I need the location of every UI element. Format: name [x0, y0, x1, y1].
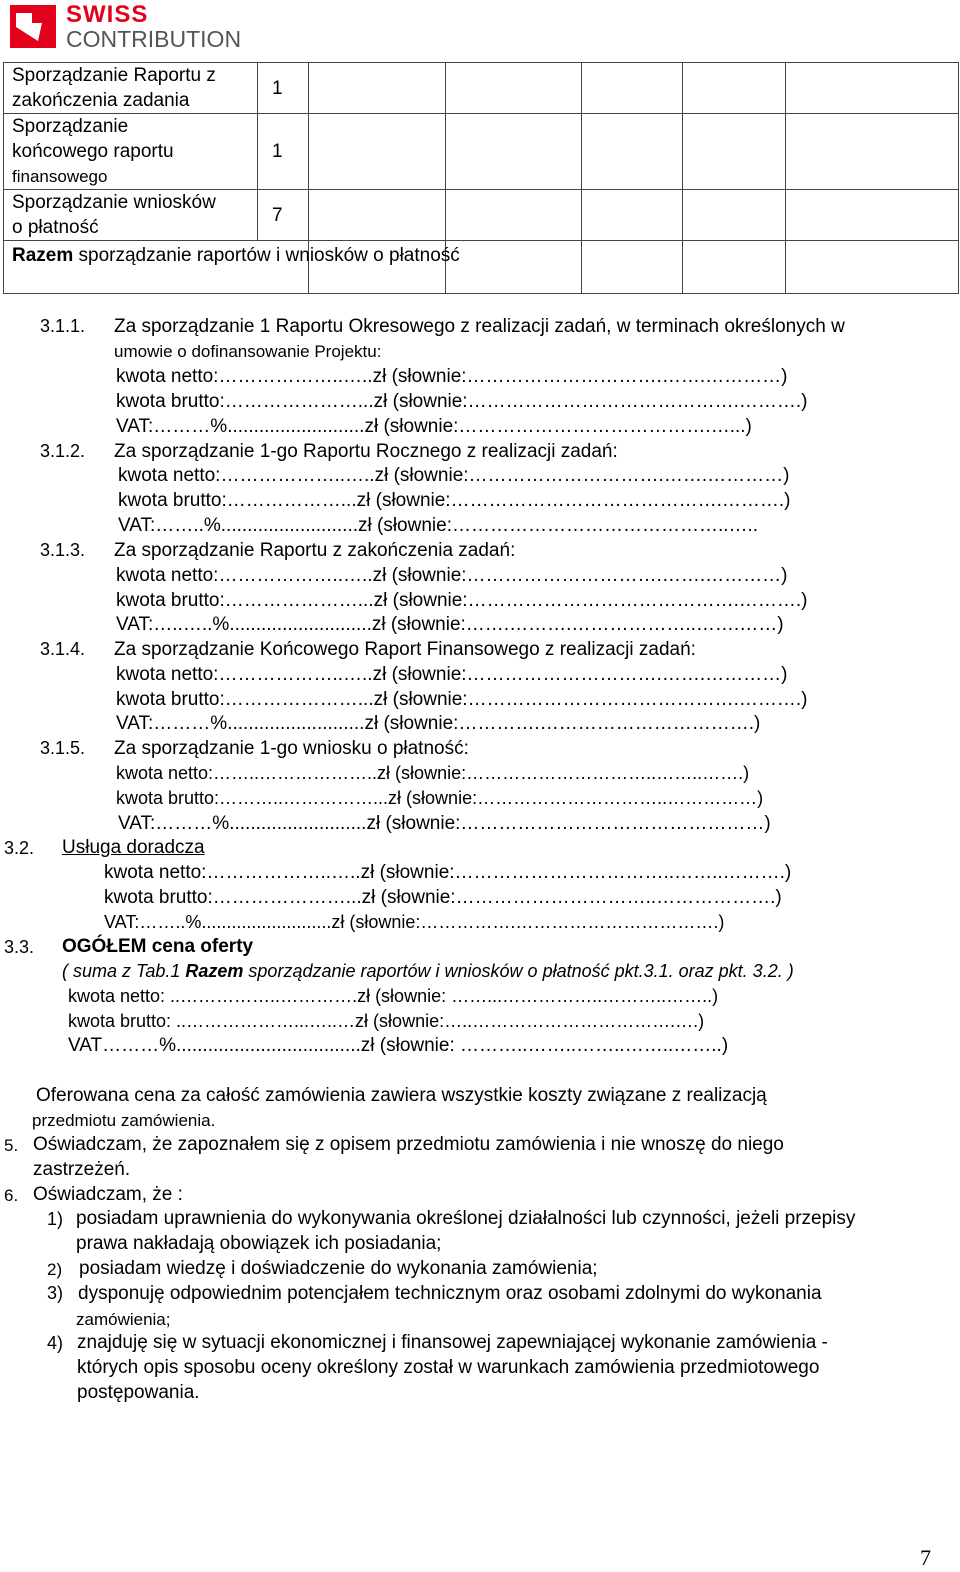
paragraph-number: 6. — [4, 1186, 19, 1205]
list-item-number: 2) — [47, 1260, 63, 1279]
amount-brutto: kwota brutto:…………………...zł (słownie:…………………………..……………….) — [104, 887, 782, 908]
table-cell-qty: 1 — [258, 63, 309, 114]
section-number: 3.1.3. — [40, 540, 86, 560]
table-cell — [309, 190, 446, 241]
section-title: Za sporządzanie 1 Raportu Okresowego z realizacji zadań, w terminach określonych w — [114, 316, 845, 337]
amount-netto: kwota netto:……..………………..zł (słownie:…………………………..……..…….) — [116, 763, 750, 783]
list-item-text: posiadam uprawnienia do wykonywania określonej działalności lub czynności, jeżeli przepisy — [76, 1208, 856, 1229]
list-item-text: których opis sposobu oceny określony został w warunkach zamówienia przedmiotowego — [77, 1357, 820, 1378]
table-cell-text: finansowego — [12, 167, 108, 186]
total-note — [62, 961, 794, 982]
amount-netto: kwota netto:………………..…..zł (słownie:………………………….…….…………) — [116, 664, 788, 685]
amount-vat: VAT:……..%..........................zł (słownie:……………………………………..….. — [118, 515, 759, 536]
table-cell — [446, 114, 582, 190]
logo-check-icon — [10, 5, 56, 48]
table-row — [4, 190, 959, 241]
table-cell — [683, 63, 786, 114]
total-bold-text: Razem — [12, 245, 74, 266]
total-rest-text: sporządzanie raportów i wniosków o płatność — [73, 245, 460, 266]
amount-brutto: kwota brutto:…………………...zł (słownie:…………………………………….……….) — [116, 391, 808, 412]
section-title-advisor: Usługa doradcza — [62, 837, 205, 858]
table-cell-qty: 7 — [258, 190, 309, 241]
section-number: 3.1.4. — [40, 639, 86, 659]
amount-brutto: kwota brutto:…………………...zł (słownie:…………………………………….……….) — [116, 590, 808, 611]
table-total-label — [4, 241, 460, 294]
section-number: 3.3. — [4, 937, 35, 957]
list-item-text: prawa nakładają obowiązek ich posiadania; — [76, 1233, 442, 1254]
table-cell-text: Sporządzanie wniosków — [12, 192, 216, 213]
amount-netto: kwota netto:………………..…..zł (słownie:………………………….…….…………) — [116, 565, 788, 586]
table-cell — [683, 190, 786, 241]
declaration-6-intro: Oświadczam, że : — [33, 1184, 183, 1205]
section-number: 3.1.5. — [40, 738, 86, 758]
table-cell-text: o płatność — [12, 217, 99, 238]
price-statement-line2: przedmiotu zamówienia. — [32, 1111, 216, 1130]
list-item-text: dysponuję odpowiednim potencjałem technicznym oraz osobami zdolnymi do wykonania — [78, 1283, 822, 1304]
section-number: 3.1.2. — [40, 441, 86, 461]
total-note-text: sporządzanie raportów i wniosków o płatność pkt.3.1. oraz pkt. 3.2. ) — [243, 961, 794, 981]
amount-vat: VAT:……..%..........................zł (słownie:…………….…………………………….) — [104, 912, 725, 932]
table-cell — [786, 190, 959, 241]
table-cell-text: Sporządzanie — [12, 116, 129, 137]
amount-brutto: kwota brutto:………………...zł (słownie:…………………………………….……….) — [118, 490, 791, 511]
amount-netto: kwota netto:………………..…..zł (słownie:………………………….…….…………) — [118, 465, 790, 486]
amount-netto: kwota netto:………………..…..zł (słownie:………………………….…….…………) — [116, 366, 788, 387]
table-cell — [446, 63, 582, 114]
table-cell-label — [4, 190, 258, 241]
section-number: 3.2. — [4, 838, 35, 858]
table-cell — [683, 241, 786, 294]
amount-brutto: kwota brutto:…………………...zł (słownie:…………………………………….……….) — [116, 689, 808, 710]
amount-brutto: kwota brutto: ..………………...…..…zł (słownie:…..…………………………….….) — [68, 1011, 705, 1031]
section-title-total: OGÓŁEM cena oferty — [62, 936, 254, 957]
section-title: Za sporządzanie 1-go Raportu Rocznego z realizacji zadań: — [114, 441, 618, 462]
table-cell-qty: 1 — [258, 114, 309, 190]
table-cell — [582, 241, 683, 294]
list-item-number: 3) — [47, 1283, 64, 1303]
declaration-5-line1: Oświadczam, że zapoznałem się z opisem przedmiotu zamówienia i nie wnoszę do niego — [33, 1134, 784, 1155]
amount-netto: kwota netto: ..……………..………….zł (słownie: ……...……………..………..……..) — [68, 986, 719, 1006]
amount-vat: VAT:………%..........................zł (słownie:…………………………………………) — [118, 813, 771, 834]
budget-table — [3, 62, 959, 294]
table-cell — [582, 114, 683, 190]
list-item-text: zamówienia; — [76, 1310, 171, 1329]
section-title: Za sporządzanie 1-go wniosku o płatność: — [114, 738, 469, 759]
table-cell — [582, 63, 683, 114]
table-cell — [582, 190, 683, 241]
section-title: Za sporządzanie Raportu z zakończenia zadań: — [114, 540, 516, 561]
list-item-text: znajduję się w sytuacji ekonomicznej i finansowej zapewniającej wykonanie zamówienia - — [77, 1332, 828, 1353]
table-cell — [786, 241, 959, 294]
section-title: Za sporządzanie Końcowego Raport Finansowego z realizacji zadań: — [114, 639, 696, 660]
table-cell — [446, 190, 582, 241]
table-cell — [683, 114, 786, 190]
amount-brutto: kwota brutto:………..……………...zł (słownie:…………………………..……………) — [116, 788, 764, 808]
amount-vat: VAT:………%..........................zł (słownie:………………………………….…...) — [116, 416, 752, 437]
list-item-text: postępowania. — [77, 1382, 200, 1403]
logo-text-swiss: SWISS — [66, 1, 149, 28]
table-cell-label — [4, 114, 258, 190]
table-cell — [309, 63, 446, 114]
table-cell-label: Sporządzanie Raportu z zakończenia zadania — [4, 63, 258, 114]
list-item-text: posiadam wiedzę i doświadczenie do wykonania zamówienia; — [79, 1258, 598, 1279]
table-row — [4, 114, 959, 190]
table-cell-text: końcowego raportu — [12, 141, 174, 162]
table-cell — [786, 114, 959, 190]
amount-vat: VAT:………%..........................zł (słownie:………….…………………………….) — [116, 713, 761, 734]
logo-text-contribution: CONTRIBUTION — [66, 26, 242, 52]
table-cell — [786, 63, 959, 114]
amount-vat: VAT:…..…..%...........................zł (słownie:…….……….………………..…….……) — [116, 614, 784, 635]
list-item-number: 4) — [47, 1333, 64, 1353]
list-item-number: 1) — [47, 1209, 64, 1229]
page-number: 7 — [920, 1545, 931, 1570]
table-cell — [446, 241, 582, 294]
section-number: 3.1.1. — [40, 316, 86, 336]
paragraph-number: 5. — [4, 1136, 19, 1155]
total-note-bold: Razem — [185, 961, 244, 981]
amount-netto: kwota netto:………………..…..zł (słownie:……………………………..……..……….) — [104, 862, 792, 883]
table-row-total — [4, 241, 959, 294]
amount-vat: VAT………%...................................zł (słownie: ………..……..……..……..……..) — [68, 1035, 729, 1056]
price-statement-line1: Oferowana cena za całość zamówienia zawiera wszystkie koszty związane z realizacją — [36, 1085, 767, 1106]
section-title-continued: umowie o dofinansowanie Projektu: — [114, 342, 382, 361]
table-cell — [309, 114, 446, 190]
total-note-text: ( suma z Tab.1 — [62, 961, 186, 981]
declaration-5-line2: zastrzeżeń. — [33, 1159, 131, 1180]
table-row — [4, 63, 959, 114]
